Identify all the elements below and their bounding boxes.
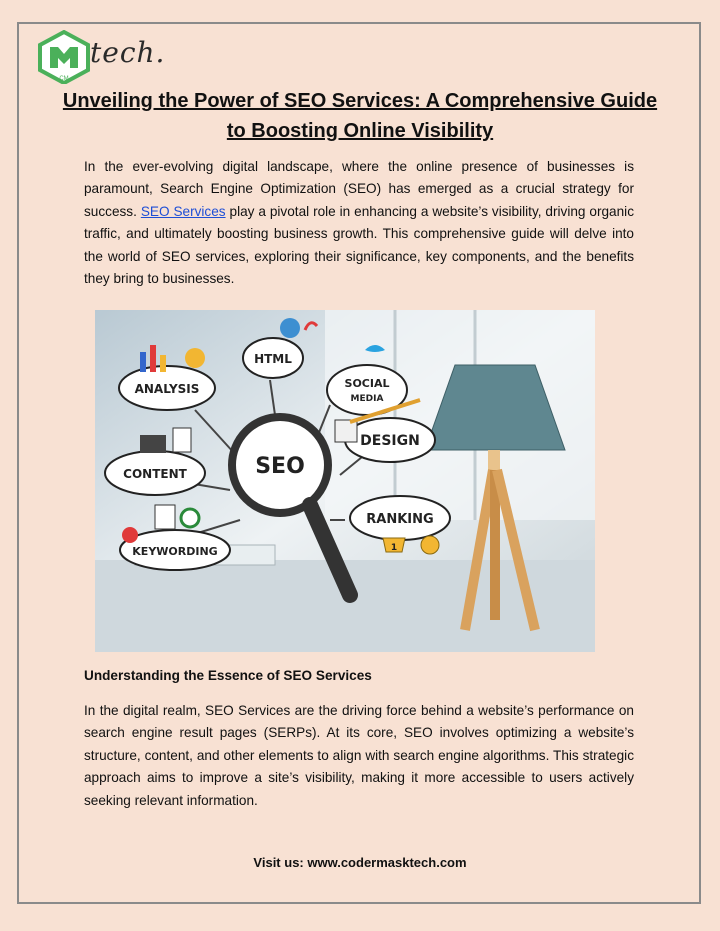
page-title: Unveiling the Power of SEO Services: A Comprehensive Guide to Boosting Online Visibility (62, 90, 658, 142)
document-icon (173, 428, 191, 452)
section-heading: Understanding the Essence of SEO Services (84, 668, 372, 683)
medal-icon (421, 536, 439, 554)
logo-mark-text: CM (59, 76, 69, 82)
seo-center-label: SEO (255, 454, 305, 479)
social-bubble: SOCIAL (344, 377, 390, 390)
seo-illustration (95, 310, 595, 652)
seo-services-link[interactable]: SEO Services (140, 203, 226, 219)
html-bubble: HTML (254, 352, 292, 366)
content-bubble: CONTENT (123, 467, 187, 481)
intro-paragraph (84, 156, 634, 290)
target-icon (181, 509, 199, 527)
footer-visit-link[interactable]: Visit us: www.codermasktech.com (253, 855, 467, 870)
design-bubble: DESIGN (360, 433, 420, 449)
ranking-bubble: RANKING (366, 512, 434, 527)
logo-text: tech. (90, 36, 166, 69)
cm-logo-icon (36, 30, 92, 84)
pie-chart-icon (185, 348, 205, 368)
trophy-number: 1 (390, 543, 398, 553)
keywording-bubble: KEYWORDING (132, 545, 218, 558)
media-bubble: MEDIA (350, 394, 384, 404)
gear-icon (122, 527, 138, 543)
laptop-icon (140, 435, 166, 453)
palette-icon (335, 420, 357, 442)
certificate-icon (155, 505, 175, 529)
globe-icon (280, 318, 300, 338)
intro-text-start: In the ever-evolving digital landscape, where the online presence of businesses is paramount, Search Engine Optimization (SEO) has emerged as a crucial strategy for success. (84, 159, 634, 219)
bar-chart-icon (140, 352, 146, 372)
section-paragraph: In the digital realm, SEO Services are the driving force behind a website’s performance on search engine result pages (SERPs). At its core, SEO involves optimizing a website’s structure, content, and other elements to align with search engine algorithms. This strategic approach aims to improve a site’s visibility, making it more accessible to users actively seeking relevant information. (84, 703, 634, 808)
analysis-bubble: ANALYSIS (134, 382, 200, 396)
intro-text-end: play a pivotal role in enhancing a website’s visibility, driving organic traffic, and ultimately boosting business growth. This comprehensive guide will delve into the world of SEO services, exploring their significance, key components, and the benefits they bring to businesses. (84, 203, 634, 287)
